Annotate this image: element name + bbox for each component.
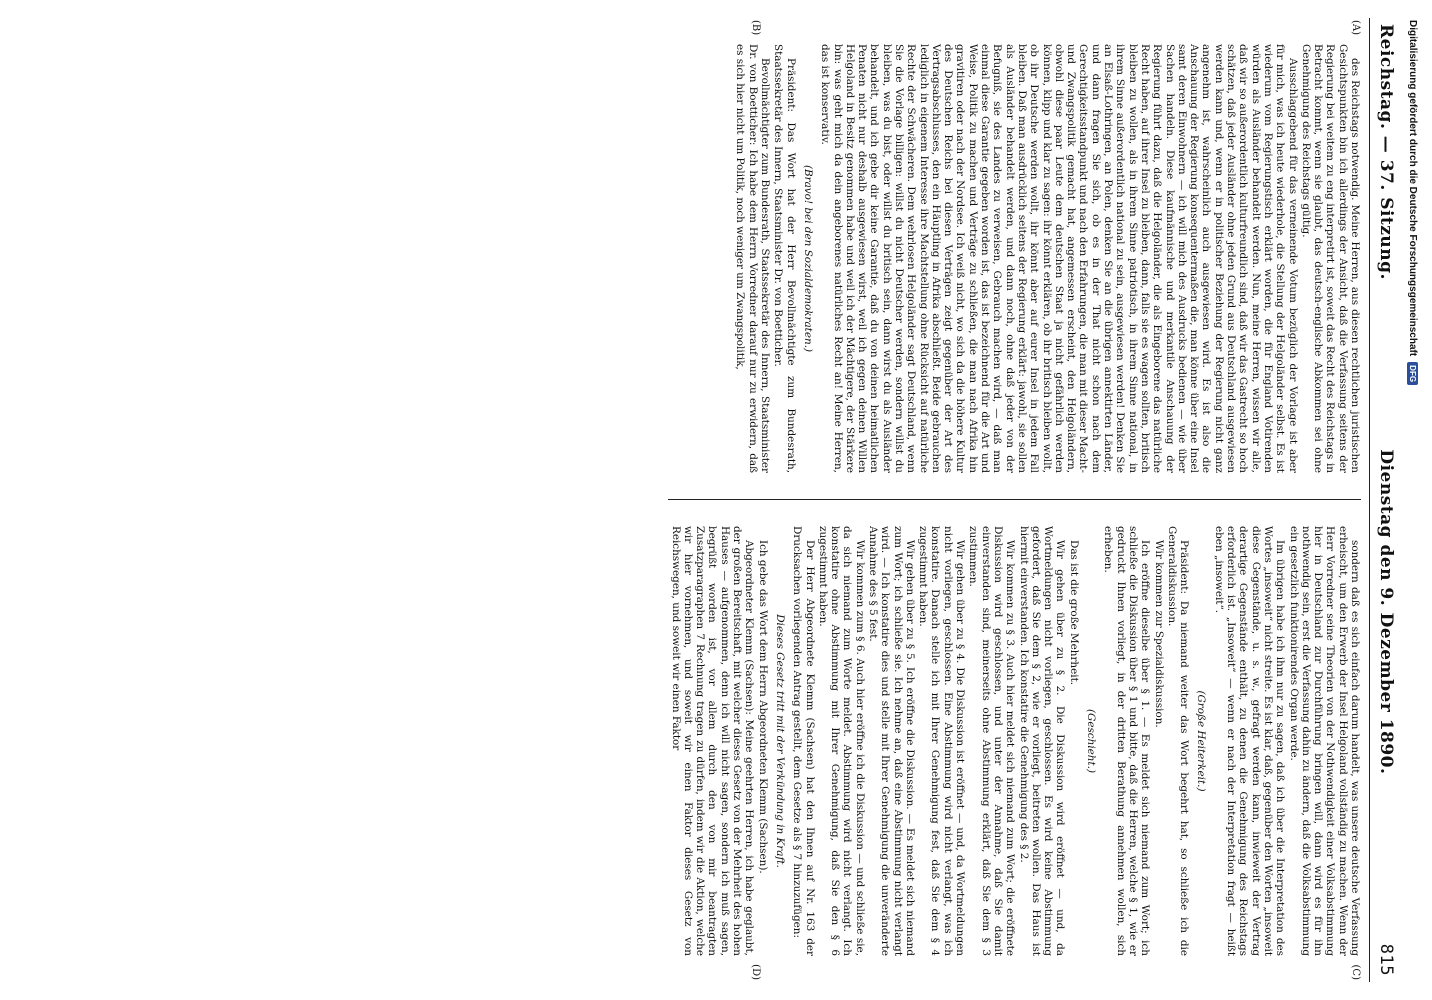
paragraph: Präsident: Da niemand weiter das Wort begehrt hat, so schließe ich die Generaldiskussion. [1165, 526, 1191, 956]
paragraph: Wir kommen zum § 6. Auch hier eröffne ich die Diskussion — und schließe sie, da sich niemand zum Worte meldet. Abstimmung wird nicht verlangt. Ich konstatire ohne Abstimmung mit Ihrer Genehmigung, daß Sie den § 6 zugestimmt haben. [816, 526, 866, 956]
page-header [1369, 18, 1396, 982]
paragraph: Wir gehen über zu § 4. Die Diskussion ist eröffnet — und, da Wortmeldungen nicht vorliegen, geschlossen. Eine Abstimmung wird nicht verlangt, was ich konstatire. Danach stelle ich mit Ihrer Genehmigung fest, daß Sie dem § 4 zugestimmt haben. [917, 526, 967, 956]
paragraph: Der Herr Abgeordnete Klemm (Sachsen) hat den Ihnen auf Nr. 163 der Drucksachen vorliegenden Antrag gestellt, dem Gesetze als § 7 hinzuzufügen: [791, 526, 816, 956]
dfg-logo-icon: DFG [1408, 362, 1419, 385]
sidenote-text: Digitalisierung gefördert durch die Deutsche Forschungsgemeinschaft [1407, 20, 1419, 357]
paragraph: Im übrigen habe ich ihm nur zu sagen, daß ich über die Interpretation des Wortes „insoweit“ nicht streite. Es ist klar, daß, gegenüber den Worten „insoweit diese Gegenstände, u. s. w., gefragt werden kann, inwieweit der Vertrag derartige Gegenstände enthält, zu denen die Genehmigung des Reichstags erforderlich ist. „Insoweit“ — wenn er nach der Interpretation fragt — heißt eben „insoweit“. [1212, 526, 1287, 956]
margin-marker-a: (A) [1350, 20, 1361, 36]
stage-note: (Große Heiterkeit.) [1195, 690, 1208, 792]
paragraph: Wir gehen über zu § 5. Ich eröffne die Diskussion. — Es meldet sich niemand zum Wort; ich schließe sie. Ich nehme an, daß eine Abstimmung nicht verlangt wird. — Ich konstatire dies und stelle mit Ihrer Genehmigung die unveränderte Annahme des § 5 fest. [867, 526, 916, 956]
right-column [668, 500, 1361, 982]
paragraph: Wir kommen zur Spezialdiskussion. [1152, 540, 1165, 728]
stage-note: (Bravo! bei den Sozialdemokraten.) [801, 164, 814, 353]
page-number: 815 [1376, 943, 1396, 976]
paragraph: Wir kommen zu § 3. Auch hier meldet sich niemand zum Wort; die eröffnete Diskussion wird geschlossen, und unter der Annahme, daß Sie damit einverstanden sind, meinerseits ohne Abstimmung erklärt, daß Sie dem § 3 zustimmen. [967, 526, 1017, 956]
left-column [668, 18, 1361, 500]
stage-note: (Geschieht.) [1085, 708, 1098, 774]
paragraph: Ich eröffne dieselbe über § 1. — Es meldet sich niemand zum Wort; ich schließe die Diskussion über § 1 und bitte, daß die Herren, welche § 1, wie er gedruckt Ihnen vorliegt, in der dritten Berathung annehmen wollen, sich erheben. [1102, 526, 1152, 956]
text-columns [668, 18, 1361, 982]
header-left: Reichstag. — 37. Sitzung. [1376, 24, 1396, 280]
margin-marker-d: (D) [750, 964, 761, 980]
paragraph: Ausschlaggebend für das verneinende Votum bezüglich der Vorlage ist aber für mich, was ich heute wiederhole, die Stellung der Helgoländer selbst. Es ist wiederum vom Regierungstisch erklärt worden, die für England Votirenden würden als Ausländer behandelt werden. Nun, meine Herren, wissen wir alle, daß wir so außerordentlich kulturfreundlich sind, daß wir das Gastrecht so hoch schätzen, daß jeder Ausländer ohne jeden Grund aus Deutschland ausgewiesen werden kann und, wenn er in politischer Beziehung der Regierung nicht ganz angenehm ist, wahrscheinlich auch ausgewiesen wird. Es ist also die Anschauung der Regierung konsequentermaßen die, man könne über eine Insel samt deren Einwohnern — ich will mich des Ausdrucks bedienen — wie über Sachen handeln. Diese kaufmännische und merkantile Anschauung der Regierung führt dazu, daß die Helgoländer, die als Eingeborene das natürliche Recht haben, auf ihrer Insel zu bleiben, dann, falls sie es wagen sollten, britisch bleiben zu wollen, als in ihrem Sinne patriotisch, in ihrem Sinne national, in ihrem Sinne außerordentlich national zu sein, ausgewiesen werden! Denken Sie an Elsaß-Lothringen, an Polen, denken Sie an die übrigen annektirten Länder, und dann fragen Sie sich, ob es in der That nicht schon nach dem Gerechtigkeitsstandpunkt und nach den Erfahrungen, die man mit dieser Macht- und Zwangspolitik gemacht hat, angemessen erscheint, den Helgoländern, obwohl diese paar Leute dem deutschen Staat ja nicht gefährlich werden können, klipp und klar zu sagen: ihr könnt erklären, ob ihr britisch bleiben wollt, ob ihr Deutsche werden wollt, ihr könnt aber auf eurer Insel in jedem Fall bleiben. Daß man ausdrücklich seitens der Regierung erklärt: jawohl, sie sollen als Ausländer behandelt werden, und dann noch, ohne daß jeder von der Befugniß, sie des Landes zu verweisen, Gebrauch machen wird, — daß man einmal diese Garantie gegeben worden ist, das ist bezeichnend für die Art und Weise, Politik zu machen und Verträge zu schließen, die man nach Afrika hin gravitiren oder nach der Nordsee. Ich weiß nicht, wo sich da die höhere Kultur des Deutschen Reichs bei diesen Verträgen zeigt gegenüber der Art des Vertragsabschlusses, den ein Häuptling in Afrika abschließt. Beide gebrauchen lediglich in eigenem Interesse ihre Machtstellung ohne Rücksicht auf natürliche Rechte der Schwächeren. Dem wehrlosen Helgoländer sagt Deutschland, wenn Sie die Vorlage billigen: willst du nicht Deutscher werden, sondern willst du bleiben, was du bist, oder willst du britisch sein, dann wirst du als Ausländer behandelt, und ich gebe dir keine Garantie, daß du von deinen heimatlichen Penaten nicht nur deshalb ausgewiesen wirst, weil ich gegen deinen Willen Helgoland in Besitz genommen habe und weil ich der Mächtigere, der Stärkere bin: was geht mich da dein angeborenes natürliches Recht an! Meine Herren, das ist konservativ. [819, 44, 1299, 473]
paragraph: Ich gebe das Wort dem Herrn Abgeordneten Klemm (Sachsen). [756, 540, 769, 874]
paragraph: des Reichstags notwendig. Meine Herren, aus diesen rechtlichen juristischen Gesichtspunkten bin ich allerdings der Ansicht, daß die Verfassung seitens der Regierung bei weitem zu eng interpretirt ist, soweit das Recht des Reichstags in Betracht kommt, wenn sie glaubt, das deutsch-englische Abkommen sei ohne Genehmigung des Reichstags gültig. [1299, 44, 1361, 473]
margin-marker-b: (B) [750, 20, 761, 36]
header-date: Dienstag den 9. Dezember 1890. [1376, 449, 1396, 775]
quoted-amendment: Dieses Gesetz tritt mit der Verkündung in Kraft. [773, 614, 786, 868]
paragraph: Abgeordneter Klemm (Sachsen): Meine geehrten Herren, ich habe geglaubt, der großen Bereitschaft, mit welcher dieses Gesetz von der Mehrheit des hohen Hauses — aufgenommen, denn ich will nicht sagen, sondern ich muß sagen, begrüßt worden ist, vor allem durch den von mir beantragten Zusatzparagraphen 7 Rechnung tragen zu dürfen, indem wir die Aktion, welche wir hier vornehmen, und soweit wir einen Faktor dieses Gesetz von Reichswegen, und soweit wir einen Faktor [669, 526, 756, 956]
digitization-sidenote [1398, 0, 1426, 1000]
paragraph: Bevollmächtigter zum Bundesrath, Staatssekretär des Innern, Staatsminister Dr. von Boetticher: Ich habe dem Herrn Vorredner darauf nur zu erwidern, daß es sich hier nicht um Politik, noch weniger um Zwangspolitik, [734, 44, 772, 473]
margin-marker-c: (C) [1350, 964, 1361, 980]
paragraph: sondern daß es sich einfach darum handelt, was unsere deutsche Verfassung erheischt, um den Erwerb der Insel Helgoland vollständig zu machen. Wenn der Herr Vorredner seine Theorien von der Nothwendigkeit einer Volksabstimmung hier in Deutschland zur Durchführung bringen will, dann wird es für ihn nothwendig sein, erst die Verfassung dahin zu ändern, daß die Volksabstimmung ein gesetzlich funktionirendes Organ werde. [1287, 526, 1361, 956]
paragraph: Wir gehen über zu § 2. Die Diskussion wird eröffnet — und, da Wortmeldungen nicht vorliegen, geschlossen. Es wird keine Abstimmung gefordert, daß Sie dem § 2, wie er vorliegt, beitreten wollen. Das Haus ist hiermit einverstanden. Ich konstatire die Genehmigung des § 2. [1017, 526, 1067, 956]
paragraph: Präsident: Das Wort hat der Herr Bevollmächtigte zum Bundesrath, Staatssekretär des Innern, Staatsminister Dr. von Boetticher. [772, 44, 797, 473]
paragraph: Das ist die große Mehrheit. [1067, 540, 1080, 686]
